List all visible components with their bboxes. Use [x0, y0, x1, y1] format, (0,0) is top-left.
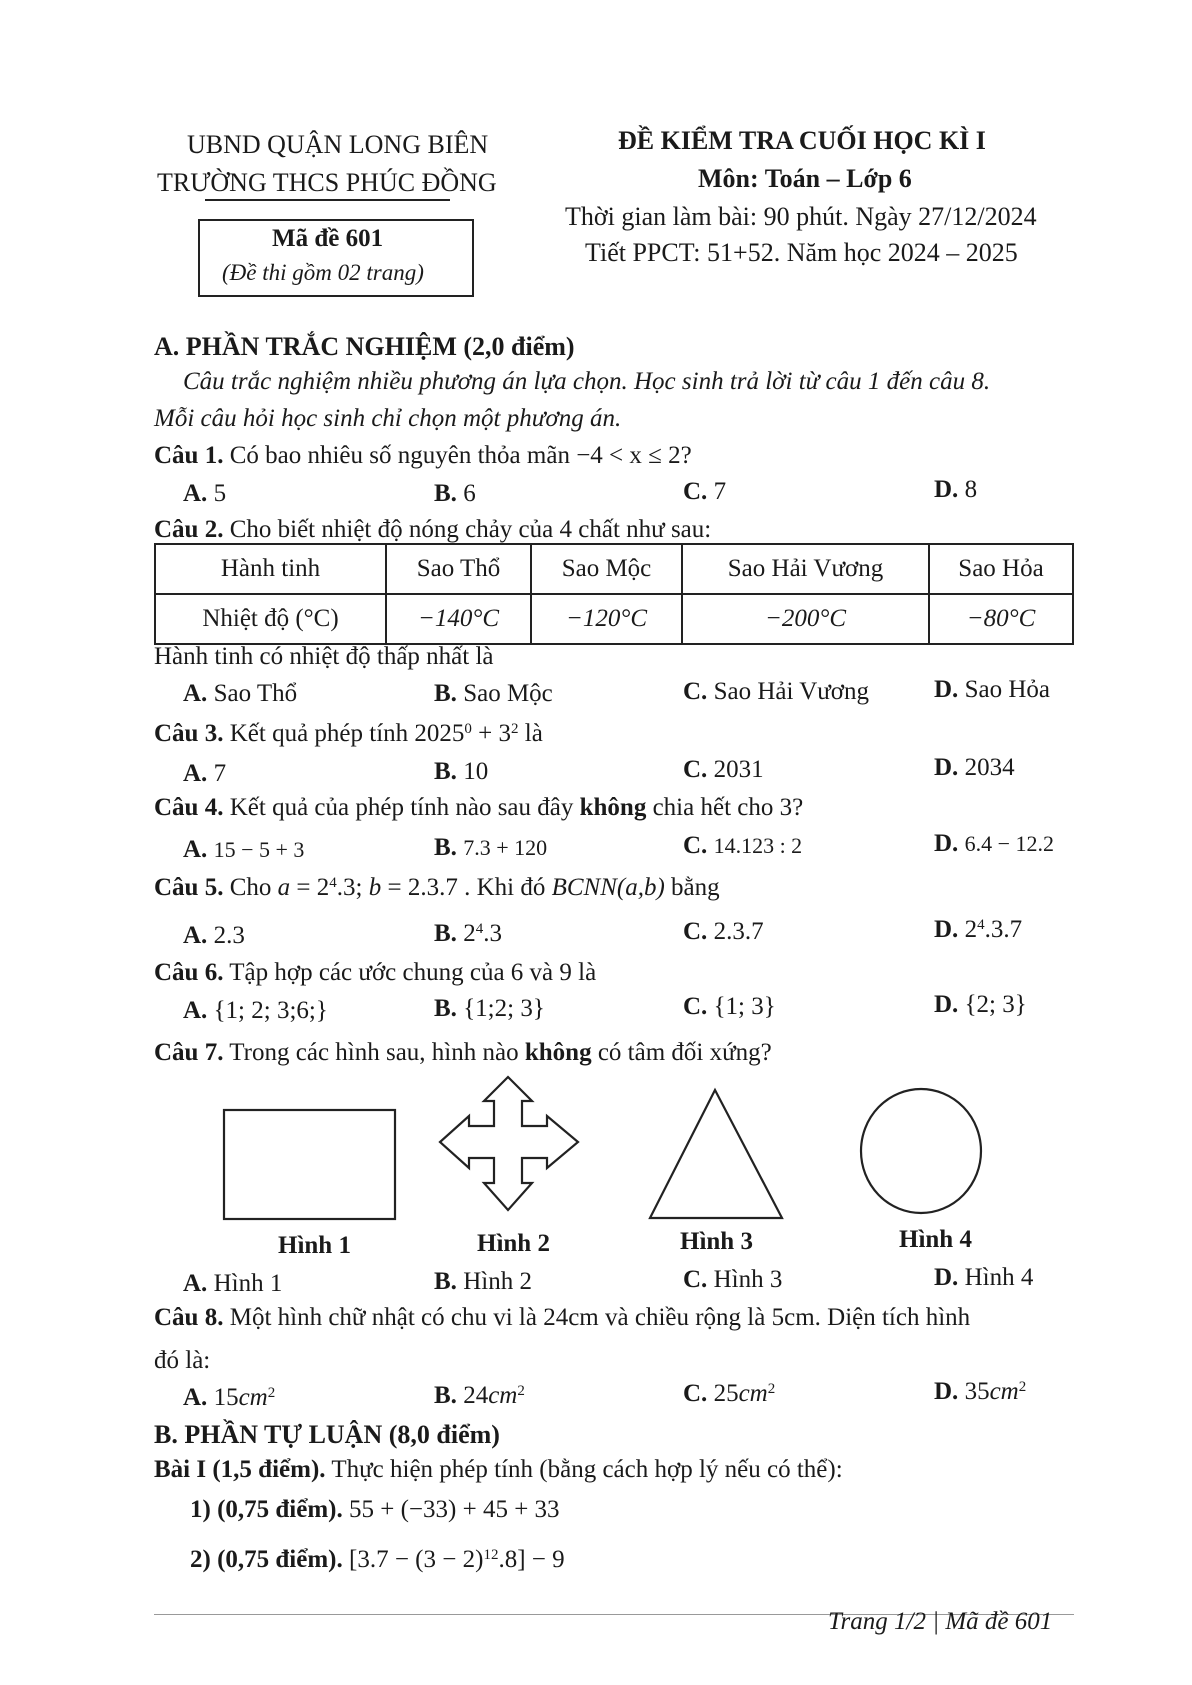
q3-option-d: D. 2034 [934, 754, 1015, 781]
exercise-label: Bài I (1,5 điểm). [154, 1456, 326, 1483]
page-footer: Trang 1/2 | Mã đề 601 [828, 1608, 1053, 1635]
triangle-figure [650, 1090, 782, 1218]
q7-option-c: C. Hình 3 [683, 1266, 783, 1293]
table-cell: −80°C [929, 594, 1073, 644]
question-label: Câu 7. [154, 1039, 224, 1066]
q5-option-b: B. $2^4.3$ [434, 920, 502, 947]
question-text: Cho biết nhiệt độ nóng chảy của 4 chất như sau: [229, 516, 712, 543]
question-8 [154, 1304, 970, 1332]
table-cell: Sao Hỏa [929, 544, 1073, 594]
part-a-title: A. PHẦN TRẮC NGHIỆM (2,0 điểm) [154, 332, 575, 361]
exercise-1-item-2: 2) (0,75 điểm). $[3.7 - (3 - 2)^{12}.8] - 9$ [190, 1546, 565, 1573]
question-8-line-2: đó là: [154, 1347, 211, 1374]
page-count-note: (Đề thi gồm 02 trang) [222, 260, 424, 285]
table-cell: Nhiệt độ (°C) [155, 594, 386, 644]
q4-option-b: B. 7.3 + 120 [434, 834, 548, 861]
q5-option-a: A. 2.3 [183, 922, 245, 949]
q6-option-b: B. {1;2; 3} [434, 995, 545, 1022]
table-cell: −200°C [682, 594, 929, 644]
subject-line: Môn: Toán – Lớp 6 [698, 164, 912, 193]
four-arrow-cross-figure [440, 1077, 578, 1210]
figure-label: Hình 1 [278, 1232, 351, 1259]
q2-option-b: B. Sao Mộc [434, 680, 553, 707]
q7-option-b: B. Hình 2 [434, 1268, 532, 1295]
exercise-text: Thực hiện phép tính (bằng cách hợp lý nếu có thể): [325, 1456, 843, 1483]
q2-option-c: C. Sao Hải Vương [683, 678, 870, 705]
question-3: Câu 3. Kết quả phép tính $2025^0 + 3^2$ là [154, 720, 543, 747]
exam-title: ĐỀ KIỂM TRA CUỐI HỌC KÌ I [618, 126, 986, 155]
question-label: Câu 5. [154, 874, 224, 901]
q6-option-d: D. {2; 3} [934, 991, 1027, 1018]
q5-option-d: D. $2^4.3.7$ [934, 916, 1023, 943]
q8-option-c: C. $25cm^2$ [683, 1380, 776, 1407]
question-4: Câu 4. Kết quả của phép tính nào sau đây không chia hết cho 3? [154, 794, 804, 821]
question-text: Tập hợp các ước chung của 6 và 9 là [229, 959, 597, 986]
q5-option-c: C. 2.3.7 [683, 918, 764, 945]
school-name: TRƯỜNG THCS PHÚC ĐỒNG [157, 168, 497, 197]
q1-option-a: A. 5 [183, 480, 227, 507]
table-cell: Sao Mộc [531, 544, 682, 594]
question-text: Có bao nhiêu số nguyên thỏa mãn −4 < x ≤ 2? [229, 442, 692, 469]
q2-prompt: Hành tinh có nhiệt độ thấp nhất là [154, 643, 494, 670]
question-text: Một hình chữ nhật có chu vi là 24cm và chiều rộng là 5cm. Diện tích hình [229, 1304, 971, 1331]
question-label: Câu 3. [154, 720, 224, 747]
table-cell: −140°C [386, 594, 531, 644]
q8-option-d: D. $35cm^2$ [934, 1378, 1027, 1405]
question-label: Câu 8. [154, 1304, 224, 1331]
q4-option-c: C. 14.123 : 2 [683, 832, 803, 859]
table-cell: −120°C [531, 594, 682, 644]
q7-option-a: A. Hình 1 [183, 1270, 283, 1297]
figure-label: Hình 4 [899, 1226, 972, 1253]
q4-option-d: D. 6.4 − 12.2 [934, 830, 1054, 857]
question-label: Câu 6. [154, 959, 224, 986]
figure-label: Hình 2 [477, 1230, 550, 1257]
q6-option-a: A. {1; 2; 3;6;} [183, 997, 328, 1024]
q2-option-d: D. Sao Hỏa [934, 676, 1050, 703]
exercise-1-item-1: 1) (0,75 điểm). 55 + (−33) + 45 + 33 [190, 1496, 560, 1523]
q1-option-b: B. 6 [434, 480, 476, 507]
time-date-line: Thời gian làm bài: 90 phút. Ngày 27/12/2024 [565, 202, 1037, 231]
q4-option-a: A. 15 − 5 + 3 [183, 836, 305, 863]
q3-option-c: C. 2031 [683, 756, 764, 783]
question-7: Câu 7. Trong các hình sau, hình nào không có tâm đối xứng? [154, 1039, 772, 1066]
question-5: Câu 5. Cho $a = 2^4.3$; b = 2.3.7 . Khi đó BCNN(a,b) bằng [154, 874, 720, 901]
q7-option-d: D. Hình 4 [934, 1264, 1034, 1291]
instruction-line-1: Câu trắc nghiệm nhiều phương án lựa chọn. Học sinh trả lời từ câu 1 đến câu 8. [183, 368, 991, 395]
rectangle-figure [224, 1110, 395, 1219]
table-cell: Hành tinh [155, 544, 386, 594]
period-year-line: Tiết PPCT: 51+52. Năm học 2024 – 2025 [585, 238, 1018, 267]
question-label: Câu 1. [154, 442, 224, 469]
circle-figure [861, 1089, 981, 1213]
part-b-title: B. PHẦN TỰ LUẬN (8,0 điểm) [154, 1420, 500, 1449]
q8-option-a: A. $15cm^2$ [183, 1384, 276, 1411]
q3-option-a: A. 7 [183, 760, 227, 787]
table-cell: Sao Thổ [386, 544, 531, 594]
district-name: UBND QUẬN LONG BIÊN [187, 130, 489, 159]
q6-option-c: C. {1; 3} [683, 993, 776, 1020]
q8-option-b: B. $24cm^2$ [434, 1382, 525, 1409]
instruction-line-2: Mỗi câu hỏi học sinh chỉ chọn một phương án. [154, 405, 622, 432]
table-cell: Sao Hải Vương [682, 544, 929, 594]
q1-option-d: D. 8 [934, 476, 978, 503]
question-label: Câu 4. [154, 794, 224, 821]
q2-option-a: A. Sao Thổ [183, 680, 298, 707]
question-label: Câu 2. [154, 516, 224, 543]
q1-option-c: C. 7 [683, 478, 727, 505]
exercise-1 [154, 1456, 843, 1484]
q3-option-b: B. 10 [434, 758, 489, 785]
figure-label: Hình 3 [680, 1228, 753, 1255]
exam-code: Mã đề 601 [272, 225, 384, 252]
